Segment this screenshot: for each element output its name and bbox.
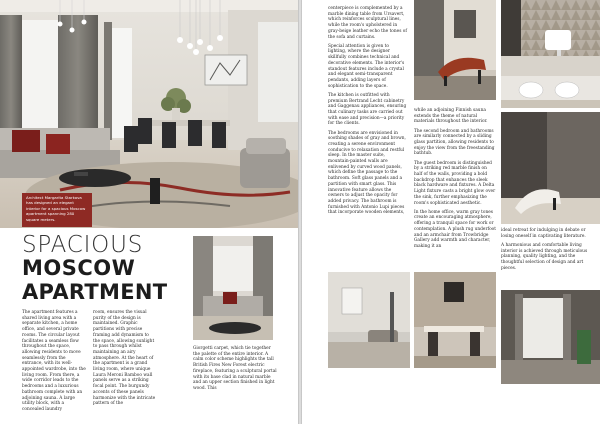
paragraph: The bedrooms are envisioned in soothing shades of gray and brown, creating a serene environment conducive to relaxation and restful sleep. In the master suite, mountain-painted walls are enlivened by curved wood panels, which define the passage to the bathroom. Soft glass panels and a partition with smart glass. This innovative feature allows the owners to adjust the opacity for added privacy. The bathroom is furnished with Antonio Lupi pieces that incorporate wooden elements, [328, 130, 406, 216]
paragraph: In the home office, warm gray tones create an encouraging atmosphere, offering a tranquil space for work or contemplation. A plush rug underfoot and an armchair from Trowbridge Gallery add warmth and character, making it an [414, 209, 496, 249]
right-page [302, 0, 600, 424]
photo-caption: Architect Margarita Starkova has designed an elegant interior for a spacious Moscow apartment spanning 280 square meters. [22, 193, 92, 227]
bedroom-chair-photo [501, 112, 600, 224]
dining-room-photo [414, 272, 496, 368]
paragraph: The guest bedroom is distinguished by a striking red marble finish on half of the walls, providing a bold backdrop that enhances the sleek black hardware and fixtures. A Delta Light fixture casts a bright glow over the sink, further emphasizing the room's sophisticated aesthetic. [414, 160, 496, 206]
paragraph: while an adjoining Finnish sauna extends the theme of natural materials throughout the interior. [414, 108, 488, 125]
lounge-chair-photo [414, 0, 496, 100]
paragraph: centerpiece is complemented by a marble dining table from Ursavert, which reinforces sculptural lines, while the room's upholstered in gray-beige leather echo the tones of the sofa and curtains. [328, 6, 407, 40]
paragraph: The kitchen is outfitted with premium Bertrand Lecht cabinetry and Gaggenau appliances, ensuring that culinary tasks are carried out with ease and precision—a priority for the clients. [328, 92, 407, 127]
title-line-apartment: APARTMENT [22, 280, 168, 304]
right-column-1 [328, 6, 408, 220]
sitting-room-photo [193, 236, 273, 340]
paragraph: A harmonious and comfortable living interior is achieved through meticulous planning, quality lighting, and the thoughtful selection of design and art pieces. [501, 242, 588, 271]
paragraph: The second bedroom and bathrooms are similarly connected by a sliding glass partition, allowing residents to enjoy the view from the freestanding bathtub. [414, 128, 495, 157]
title-line-spacious: SPACIOUS [22, 232, 144, 258]
left-column-1: The apartment features a shared living area with a separate kitchen, a home office, and several private rooms. The circular layout facilitates a seamless flow throughout the space, allowing residents to move seamlessly from the entrance, with its well-appointed wardrobe, into the living room. From there, a wide corridor leads to the bedrooms and a luxurious bathroom complete with an adjoining sauna. A large utility block, with a concealed laundry [22, 310, 86, 412]
left-page [0, 0, 298, 424]
right-column-2 [414, 108, 496, 253]
left-column-3: Giorgetti carpet, which tie together the palette of the entire interior. A calm color scheme highlights the tall British Fires New Forest electric fireplace, featuring a sculptural portal with its base clad in natural marble and an upper section finished in light wood. This [193, 346, 277, 391]
right-column-3 [501, 228, 593, 275]
paragraph: Special attention is given to lighting, where the designer skillfully combines technical and decorative elements. The interior's standout features include a crystal and elegant semi-transparent pendants, adding layers of sophistication to the space. [328, 43, 405, 89]
bathroom-sinks-photo [501, 56, 600, 108]
paragraph: ideal retreat for indulging in debate or losing oneself in captivating literature. [501, 228, 586, 239]
left-column-2: room, ensures the visual purity of the design is maintained. Graphic partitions with precise framing add dynamism to the space, allowing sunlight to pass through whilst maintaining an airy atmosphere. At the heart of the apartment is a grand living room, where unique Laura Meroni Bamboo wall panels serve as a striking focal point. The burgundy accents of these panels harmonize with the intricate pattern of the [93, 310, 156, 407]
bedroom-window-photo [501, 290, 600, 384]
home-office-photo [328, 272, 410, 368]
title-line-moscow: MOSCOW [22, 256, 136, 280]
